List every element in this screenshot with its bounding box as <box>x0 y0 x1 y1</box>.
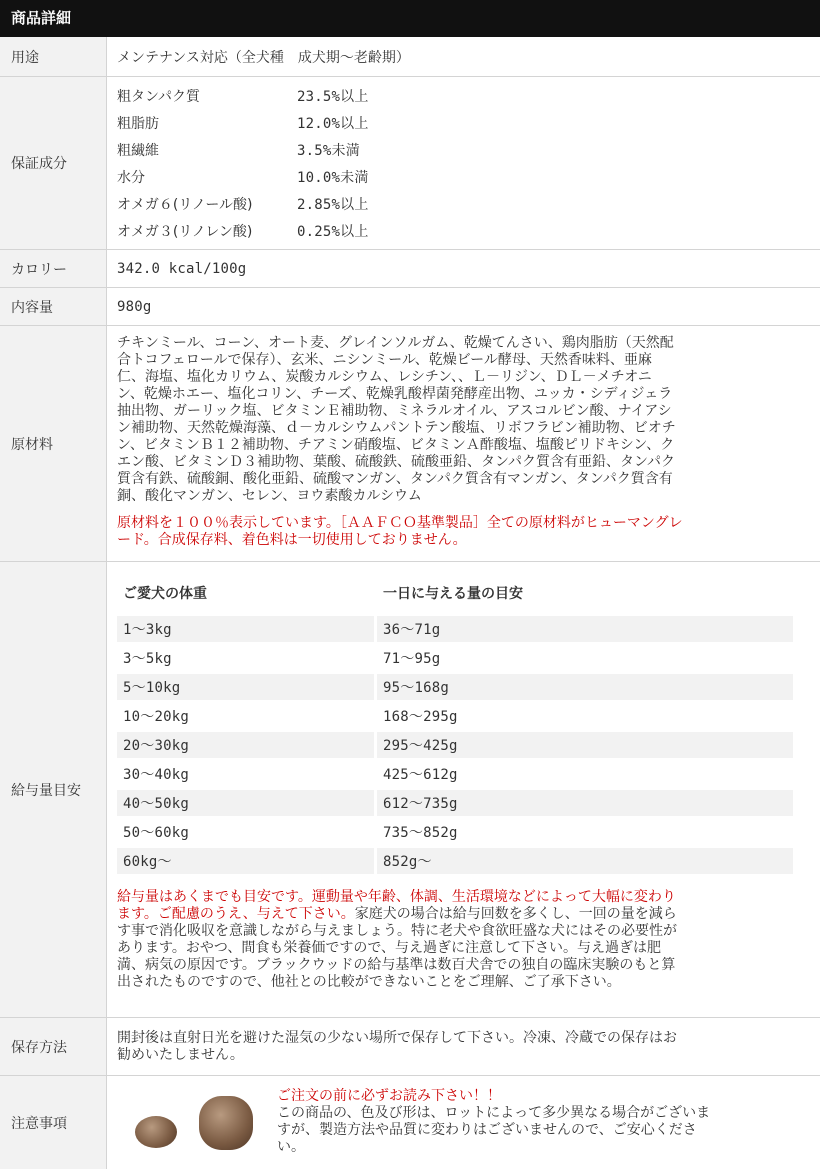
spec-value: 2.85%以上 <box>297 196 369 213</box>
label-content: 内容量 <box>0 288 107 325</box>
ingredients-line: 質含有鉄、硫酸銅、酸化亜鉛、硫酸マンガン、タンパク質含有マンガン、タンパク質含有 <box>117 471 673 487</box>
kibble-large <box>199 1096 253 1150</box>
weight-cell: 30～40kg <box>117 761 374 787</box>
weight-cell: 60kg～ <box>117 848 374 874</box>
weight-cell: 10～20kg <box>117 703 374 729</box>
spec-name: 粗繊維 <box>117 142 159 159</box>
caution-title: ご注文の前に必ずお読み下さい！！ <box>277 1088 501 1104</box>
table-row <box>117 674 793 700</box>
spec-item <box>117 190 810 217</box>
feeding-note-line: 満、病気の原因です。ブラックウッドの給与基準は数百犬舎での独自の臨床実験のもと算 <box>117 957 676 973</box>
weight-cell: 40～50kg <box>117 790 374 816</box>
table-row <box>117 703 793 729</box>
row-feeding-guide <box>0 562 820 1018</box>
storage-line: 開封後は直射日光を避けた湿気の少ない場所で保存して下さい。冷凍、冷蔵での保存はお <box>117 1029 677 1046</box>
feeding-note-text: 家庭犬の場合は給与回数を多くし、一回の量を減ら <box>354 906 677 922</box>
weight-cell: 1～3kg <box>117 616 374 642</box>
ingredients-list <box>117 335 810 505</box>
table-row <box>117 819 793 845</box>
ingredients-line: 合トコフェロールで保存）、玄米、ニシンミール、乾燥ビール酵母、天然香味料、亜麻 <box>117 352 652 368</box>
spec-item <box>117 82 810 109</box>
weight-cell: 50～60kg <box>117 819 374 845</box>
storage-text <box>107 1018 820 1075</box>
ingredients-note <box>117 515 810 549</box>
row-usage <box>0 37 820 77</box>
feeding-note-line <box>117 906 810 923</box>
spec-value: 3.5%未満 <box>297 142 360 159</box>
table-row <box>117 616 793 642</box>
weight-cell: 20～30kg <box>117 732 374 758</box>
label-ingredients: 原材料 <box>0 326 107 561</box>
ingredients-line: 銅、酸化マンガン、セレン、ヨウ素酸カルシウム <box>117 488 422 504</box>
amount-cell: 735～852g <box>377 819 793 845</box>
row-caution <box>0 1076 820 1169</box>
feeding-note-line: す事で消化吸収を意識しながら与えましょう。特に老犬や食欲旺盛な犬にはその必要性が <box>117 923 677 939</box>
ingredients-line: ン補助物、天然乾燥海藻、ｄ－カルシウムパントテン酸塩、リボフラビン補助物、ビオチ <box>117 420 676 436</box>
ingredients-line: 仁、海塩、塩化カリウム、炭酸カルシウム、レシチン、、Ｌ－リジン、ＤＬ－メチオニ <box>117 369 652 385</box>
caution-line: すが、製造方法や品質に変わりはございませんので、ご安心くださ <box>277 1122 697 1138</box>
amount-cell: 36～71g <box>377 616 793 642</box>
label-usage: 用途 <box>0 37 107 76</box>
label-caution: 注意事項 <box>0 1076 107 1169</box>
amount-cell: 295～425g <box>377 732 793 758</box>
feeding-guide-content <box>107 562 820 1017</box>
row-storage <box>0 1018 820 1076</box>
kibble-small <box>135 1116 177 1148</box>
spec-item <box>117 136 810 163</box>
spec-value: 12.0%以上 <box>297 115 369 132</box>
label-feeding-guide: 給与量目安 <box>0 562 107 1017</box>
feeding-note <box>117 889 810 991</box>
caution-content <box>107 1076 820 1169</box>
amount-cell: 425～612g <box>377 761 793 787</box>
spec-value: 0.25%以上 <box>297 223 369 240</box>
feeding-note-warning: ます。ご配慮のうえ、与えて下さい。 <box>117 906 355 922</box>
col-weight-header: ご愛犬の体重 <box>123 586 207 602</box>
label-calorie: カロリー <box>0 250 107 287</box>
row-ingredients <box>0 326 820 562</box>
spec-name: オメガ３(リノレン酸) <box>117 223 253 240</box>
row-calorie <box>0 250 820 288</box>
table-row <box>117 761 793 787</box>
ingredients-line: チキンミール、コーン、オート麦、グレインソルガム、乾燥てんさい、鶏肉脂肪（天然配 <box>117 335 674 351</box>
spec-value: 23.5%以上 <box>297 88 369 105</box>
feeding-table-header <box>117 573 793 613</box>
guaranteed-analysis-list <box>107 77 820 249</box>
ingredients-line: エン酸、ビタミンＤ３補助物、葉酸、硫酸鉄、硫酸亜鉛、タンパク質含有亜鉛、タンパク <box>117 454 676 470</box>
storage-line: 勧めいたしません。 <box>117 1046 244 1063</box>
table-row <box>117 848 793 874</box>
amount-cell: 852g～ <box>377 848 793 874</box>
kibble-image <box>117 1088 277 1158</box>
spec-name: 粗タンパク質 <box>117 88 201 105</box>
table-row <box>117 790 793 816</box>
spec-name: 粗脂肪 <box>117 115 159 132</box>
spec-name: 水分 <box>117 169 145 186</box>
spec-item <box>117 163 810 190</box>
row-content <box>0 288 820 326</box>
label-guaranteed-analysis: 保証成分 <box>0 77 107 249</box>
usage-value: メンテナンス対応（全犬種 成犬期～老齢期） <box>117 49 410 66</box>
spec-name: オメガ６(リノール酸) <box>117 196 253 213</box>
ingredients-line: ン、乾燥ホエー、塩化コリン、チーズ、乾燥乳酸桿菌発酵産出物、ユッカ・シディジェラ <box>117 386 673 402</box>
ingredients-note-line: 原材料を１００％表示しています。［ＡＡＦＣＯ基準製品］全ての原材料がヒューマングレ <box>117 515 683 531</box>
section-header <box>0 0 820 37</box>
spec-item <box>117 217 810 244</box>
spec-item <box>117 109 810 136</box>
feeding-table <box>114 570 796 877</box>
amount-cell: 95～168g <box>377 674 793 700</box>
ingredients-line: 抽出物、ガーリック塩、ビタミンＥ補助物、ミネラルオイル、アスコルビン酸、ナイアシ <box>117 403 672 419</box>
caution-line: この商品の、色及び形は、ロットによって多少異なる場合がございま <box>277 1105 711 1121</box>
section-title: 商品詳細 <box>11 9 72 27</box>
table-row <box>117 645 793 671</box>
feeding-note-warning: 給与量はあくまでも目安です。運動量や年齢、体調、生活環境などによって大幅に変わり <box>117 889 676 905</box>
table-row <box>117 732 793 758</box>
weight-cell: 5～10kg <box>117 674 374 700</box>
row-guaranteed-analysis <box>0 77 820 250</box>
ingredients-note-line: ード。合成保存料、着色料は一切使用しておりません。 <box>117 532 467 548</box>
spec-value: 10.0%未満 <box>297 169 369 186</box>
caution-line: い。 <box>277 1139 305 1155</box>
ingredients-text <box>107 326 820 561</box>
label-storage: 保存方法 <box>0 1018 107 1075</box>
weight-cell: 3～5kg <box>117 645 374 671</box>
ingredients-line: ン、ビタミンＢ１２補助物、チアミン硝酸塩、ビタミンＡ酢酸塩、塩酸ピリドキシン、ク <box>117 437 675 453</box>
caution-text <box>277 1088 710 1156</box>
amount-cell: 168～295g <box>377 703 793 729</box>
amount-cell: 612～735g <box>377 790 793 816</box>
content-value: 980g <box>117 298 152 315</box>
col-amount-header: 一日に与える量の目安 <box>383 586 523 602</box>
amount-cell: 71～95g <box>377 645 793 671</box>
feeding-note-line: あります。おやつ、間食も栄養価ですので、与え過ぎに注意して下さい。与え過ぎは肥 <box>117 940 662 956</box>
feeding-note-line: 出されたものですので、他社との比較ができないことをご理解、ご了承下さい。 <box>117 974 621 990</box>
calorie-value: 342.0 kcal/100g <box>117 260 247 277</box>
